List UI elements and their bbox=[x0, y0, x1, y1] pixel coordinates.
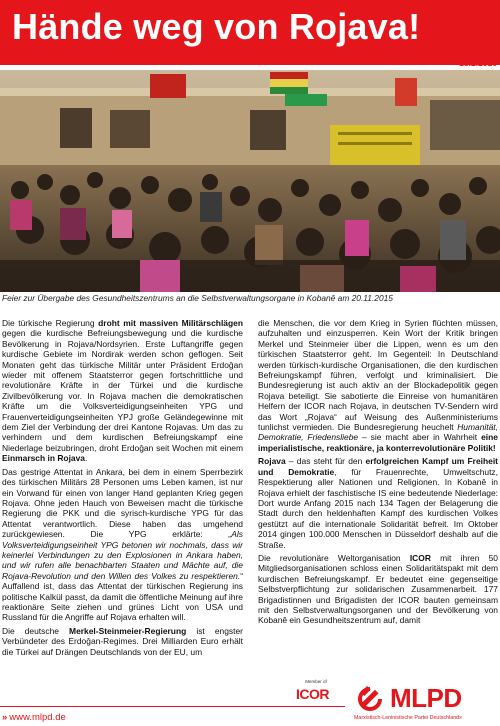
text-run: gegen die kurdische Befreiungsbewegung und die kurdische Bevölkerung in Rojava/Nordsyrien. Erste Luftangriffe gegen kurdische Gebiete im Nordirak werden schon geflogen. Seit Monaten geht das türkische Militär unter Präsident Erdoğan wieder mit offenem Staatsterror gegen fortschrittliche und revolutionäre Kräfte in der Türkei und die kurdische Zivilbevölkerung vor. In Rojava machen die demokratischen Kräfte um die Volksverteidigungseinheiten YPG und Frauenverteidigungseinheiten YPJ große Geländegewinne mit dem Ziel der Verbindung der drei Kantone Rojavas. Um das zu verhindern und dem kurdischen Befreiungskampf eine Niederlage beizubringen, droht Erdoğan seit Wochen mit einem bbox=[2, 328, 243, 453]
event-photo bbox=[0, 70, 500, 292]
text-run: mit ihren 50 Mitgliedsorganisationen schloss einen Solidaritätspakt mit dem kurdischen Befreiungskampf. Er bedeutet eine gegenseitige Selbstverpflichtung zur solidarischen Zusammenarbeit. 177 Brigadistinnen und Brigadisten der ICOR bauten gemeinsam mit den Selbstverwaltungsorganen und der Bevölkerung von Kobanê ein Gesundheitszentrum auf, damit bbox=[258, 552, 498, 626]
header-banner bbox=[0, 0, 500, 65]
mlpd-logo bbox=[354, 683, 496, 723]
page-title: Hände weg von Rojava! bbox=[12, 6, 421, 47]
hammer-sickle-icon bbox=[354, 684, 386, 714]
paragraph bbox=[2, 467, 243, 623]
crowd-photo-illustration bbox=[0, 70, 500, 292]
paragraph bbox=[258, 318, 498, 453]
website-link[interactable] bbox=[2, 712, 66, 723]
icor-logo bbox=[294, 679, 338, 709]
icor-member-label: Member of bbox=[305, 679, 327, 684]
paragraph bbox=[258, 456, 498, 550]
mlpd-full-name: Marxistisch-Leninistische Partei Deutschlands bbox=[354, 715, 462, 721]
paragraph bbox=[2, 626, 243, 657]
emphasis-text: erfolgreichen Kampf um Freiheit und Demokratie bbox=[258, 456, 498, 477]
text-run: die Menschen, die vor dem Krieg in Syrien flüchten müssen, aufzuhalten und einzusperren. Kein Wort der Kritik bringen Merkel und Steinmeier über die Lippen, wenn es um den türkischen Staatsterror geht. Im Gegenteil: In Deutschland werden türkisch-kurdische Organisationen, die den kurdischen Befreiungskampf führen, verfolgt und kriminalisiert. Die Bundesregierung ist auch aktiv an der Blockadepolitik gegen Rojava beteiligt. Sie sabotierte die Einreise von humanitären Helfern der ICOR nach Rojava, in deutschen TV-Sendern wird das Wort „Rojava“ auf Weisung des Außenministeriums tunlichst vermieden. Die Bundesregierung heuchelt bbox=[258, 318, 498, 433]
quote-text: „Als Volksverteidigungseinheit YPG betonen wir nochmals, dass wir keinerlei Verbindungen zu den Explosionen in Ankara haben, und wir rufen alle benachbarten Staaten und Mächte auf, die Rojava-Revolution und den Willen des Volkes zu respektieren. bbox=[2, 529, 243, 581]
website-url: www.mlpd.de bbox=[9, 712, 66, 723]
icor-wordmark: ICOR bbox=[296, 686, 329, 702]
text-run: , für Frauenrechte, Umweltschutz, Respektierung aller Nationen und Religionen. In Kobanê in Rojava erhielt der faschistische IS eine bedeutende Niederlage: Dort wurde Anfang 2015 nach 134 Tagen der Belagerung die Stadt durch den heldenhaften Kampf des kurdischen Volkes gestützt auf die internationale Solidarität befreit. Im Oktober 2014 gingen 100.000 Menschen in Düsseldorf deshalb auf die Straße. bbox=[258, 466, 498, 550]
photo-caption: Feier zur Übergabe des Gesundheitszentrums an die Selbstverwaltungsorgane in Kobanê am 20.11.2015 bbox=[2, 293, 393, 303]
mlpd-wordmark: MLPD bbox=[390, 683, 462, 713]
emphasis-text: Einmarsch in Rojava bbox=[2, 453, 85, 464]
text-run: “ Auffallend ist, dass das Attentat der türkischen Regierung ins politische Kalkül passt, da damit die öffentliche Meinung auf ihre reaktionäre Seite ziehen und grünes Licht von USA und Russland für die Angriffe auf Rojava erhalten will. bbox=[2, 570, 243, 623]
paragraph bbox=[2, 318, 243, 464]
publication-date: 18.2.2016 bbox=[459, 58, 497, 68]
article-column-right bbox=[258, 318, 498, 688]
paragraph bbox=[258, 553, 498, 626]
text-run: Die revolutionäre Weltorganisation bbox=[258, 552, 410, 563]
text-run: Das gestrige Attentat in Ankara, bei dem in einem Sperrbezirk des türkischen Militärs 28 Personen ums Leben kamen, ist nur ein Vorwand für einen von langer Hand geplanten Krieg gegen Rojava. Ohne jeden Hauch von Beweisen macht die türkische Regierung die PKK und die syrisch-kurdische YPG für das Attentat verantwortlich. Diese haben das umgehend zurückgewiesen. Die YPG erklärte: bbox=[2, 466, 243, 540]
emphasis-text: Merkel-Steinmeier-Regierung bbox=[69, 625, 187, 636]
text-run: Die deutsche bbox=[2, 625, 70, 636]
emphasis-text: Humanität, Demokratie, Friedensliebe bbox=[258, 422, 498, 443]
text-run: – das steht für den bbox=[285, 456, 366, 467]
text-run: – sie macht aber in Wahrheit bbox=[358, 432, 482, 443]
article-column-left bbox=[2, 318, 243, 703]
text-run: Die türkische Regierung bbox=[2, 318, 99, 328]
emphasis-text: eine imperialistische, reaktionäre, ja konterrevolutionäre Politik! bbox=[258, 432, 498, 453]
text-run: . bbox=[85, 453, 88, 464]
chevron-right-icon: » bbox=[2, 712, 8, 723]
emphasis-text: Rojava bbox=[258, 456, 286, 467]
emphasis-text: droht mit massiven Militärschlägen bbox=[98, 318, 243, 328]
text-run: ist engster Verbündeter des Erdoğan-Regimes. Drei Milliarden Euro erhält die Türkei auf Drängen Deutschlands von der EU, um bbox=[2, 625, 243, 657]
emphasis-text: ICOR bbox=[409, 552, 431, 563]
